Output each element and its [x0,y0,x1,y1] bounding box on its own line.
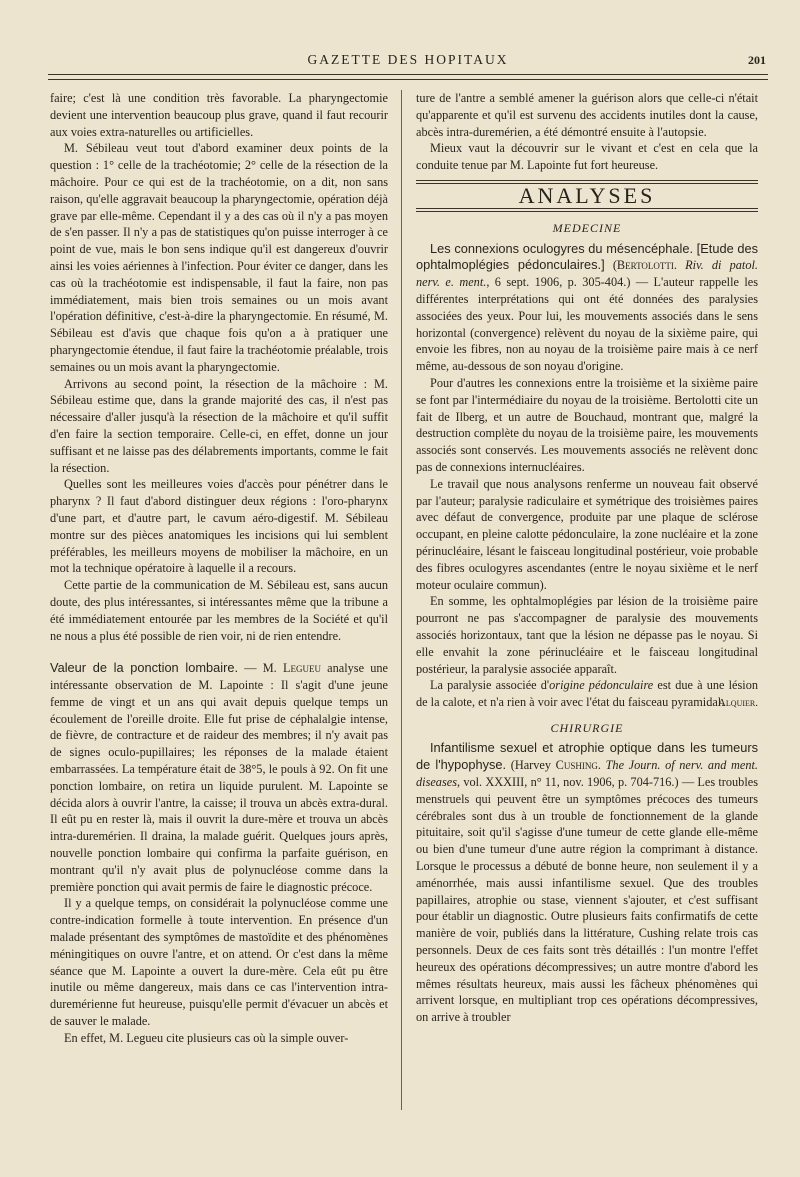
reference: , 6 sept. 1906, p. 305-404.) — [486,275,654,290]
paragraph: En somme, les ophtalmoplégies par lésion de la troisième paire pourront ne pas s'accompagner de paralysie des mouvements associés horizontaux, tant que la lésion ne dépasse pas le noyau. Si elle envahit la zone périnucléaire et le faisceau longitudinal postérieur, la paralysie associée apparaît. [416,594,758,676]
analysis-entry: Les connexions oculogyres du mésencéphale. [Etude des ophtalmoplégies pédonculaires.] (Bertolotti. Riv. di patol. nerv. e. ment., 6 sept. 1906, p. 305-404.) — L'auteur rappelle les différentes interprétations qui ont été données des paralysies associées des yeux. Pour lui, les mouvements associés dans le sens horizontal (convergence) relèvent du noyau de la sixième paire, qui envoie les fibres, non au noyau de la troisième paire mais à ce nerf même, au-dessous de son noyau d'origine. [416,240,759,374]
section-paragraph [50,660,388,895]
paragraph: M. Sébileau veut tout d'abord examiner deux points de la question : 1° celle de la trachéotomie; 2° celle de la résection de la mâchoire. Pour ce qui est de la trachéotomie, on a dit, non sans raison, qu'elle aggravait beaucoup la pharyngectomie, opération déjà grave par elle-même. Cependant il y a des cas où il n'y a pas moyen de s'en passer. Il n'y a pas de statistiques qu'on puisse interroger à ce point de vue, mais le bon sens indique qu'il est dangereux d'ouvrir ainsi les voies aériennes à l'infection. Pour éviter ce danger, dans les cas où la trachéotomie est indispensable, il faut la faire, non pas immédiatement, mais bien trois semaines ou un mois avant l'opération définitive, c'est-à-dire la pharyngectomie. En résumé, M. Sébileau est d'avis que chaque fois qu'on a à pratiquer une pharyngectomie étendue, il faut faire la trachéotomie préalable, trois semaines ou un mois avant la pharyngectomie. [50,141,388,374]
text-run: La paralysie associée d' [430,678,550,693]
italic-run: origine pédonculaire [549,678,654,693]
journal-title: GAZETTE DES HOPITAUX [307,52,509,67]
text-run: est due à une lésion de la calote, et n'a rien à voir avec l'état du faisceau pyramidal. [416,678,758,710]
analyses-banner [416,180,758,212]
header-double-rule [48,74,768,80]
paragraph: En effet, M. Legueu cite plusieurs cas où la simple ouver- [64,1030,349,1045]
author-name: Bertolotti [616,258,674,273]
paragraph [416,677,758,711]
reference: , vol. XXXIII, n° 11, nov. 1906, p. 704-716.) — [457,775,698,790]
journal-name: The Journ. of nerv. and ment. diseases [416,758,758,790]
paragraph: faire; c'est là une condition très favorable. La pharyngectomie devient une intervention beaucoup plus grave, quand il faut recourir aux voies extra-naturelles ou artificielles. [50,91,388,139]
paragraph: ture de l'antre a semblé amener la guérison alors que celle-ci n'était qu'apparente et qu'il est survenu des accidents inutiles dont la cause, abcès intra-duremérien, a été démontré ensuite à l'autopsie. [416,91,758,139]
section-medecine: MEDECINE [552,220,622,235]
paragraph: Il y a quelque temps, on considérait la polynucléose comme une contre-indication formelle à toute intervention. En présence d'un malade présentant des symptômes de mastoïdite et des phénomènes méningitiques on ouvre l'antre, et on attend. Or c'est dans la même séance que M. Lapointe a ouvert la dure-mère. Cela eût pu être inutile ou même dangereux, mais dans ce cas l'intervention intra-duremérienne fut heureuse, puisqu'elle permit d'évacuer un abcès et de sauver le malade. [50,896,388,1029]
column-divider [401,90,402,1110]
analysis-heading: Les connexions oculogyres du mésencéphale. [Etude des ophtalmoplégies pédonculaires.] [416,240,758,273]
right-column [416,90,758,1026]
author-name: Legueu [282,661,321,676]
section-chirurgie: CHIRURGIE [550,720,624,735]
paragraph: Cette partie de la communication de M. Sébileau est, sans aucun doute, des plus intéressantes, si intéressantes même que la tribune a été immédiatement entourée par les membres de la Société et qu'il ne nous a plus été possible de rien voir, ni de rien entendre. [50,578,388,643]
page-number: 201 [748,53,766,67]
analysis-entry: Infantilisme sexuel et atrophie optique dans les tumeurs de l'hypophyse. (Harvey Cushing. The Journ. of nerv. and ment. diseases, vol. XXXIII, n° 11, nov. 1906, p. 704-716.) — Les troubles menstruels qui peuvent être un symptômes précoces des tumeurs cérébrales sont dus à un trouble de fonctionnement de la glande pituitaire, soit qu'il s'agisse d'une tumeur de cette glande elle-même ou bien d'une tumeur d'une autre région la comprimant à distance. Lorsque le processus a débuté de bonne heure, non seulement il y a aménorrhée, mais aussi infantilisme sexuel. Que des troubles papillaires, atrophie ou stase, viennent s'ajouter, et c'est suffisant pour établir un diagnostic. Outre plusieurs faits confirmatifs de cette manière de voir, publiés dans la littérature, Cushing relate trois cas personnels. Deux de ces faits sont très détaillés : l'un montre l'effet heureux des opérations décompressives; un autre montre d'abord les mêmes résultats heureux, mais aussi les fâcheux phénomènes qui arrivent lorsque, en multipliant trop ces opérations décompressives, on arrive à troubler [416,740,758,1025]
section-text: analyse une intéressante observation de M. Lapointe : Il s'agit d'une jeune femme de vingt et un ans qui avait depuis quelque temps un écoulement de l'oreille droite. Elle fut prise de céphalalgie intense, de fièvre, de contracture et de raideur des membres; il n'y avait pas de signes oculo-pupillaires; les réponses de la malade étaient embarrassées. La température était de 38°5, le pouls à 92. On fit une ponction lombaire, on retira un liquide purulent. M. Lapointe se décida alors à ouvrir l'antre, la caisse; il trouva un abcès extra-dural. Il eût pu en rester là, mais il ouvrit la dure-mère et trouva un abcès intra-duremérien. Il draina, la malade guérit. Quelques jours après, nouvelle ponction lombaire qui confirma la parfaite guérison, en montrant qu'il n'y avait plus de polynucléose comme dans la première ponction qui avait permis de faire le diagnostic précoce. [50,661,388,894]
section-heading: Valeur de la ponction lombaire. [50,660,238,676]
analysis-text: L'auteur rappelle les différentes interprétations qui ont été données des paralysies associées des yeux. Pour lui, les mouvements associés dans le sens horizontal (convergence) relèvent du noyau de la sixième paire, qui envoie les fibres, non au noyau de la troisième paire mais à ce nerf même, au-dessous de son noyau d'origine. [416,275,759,374]
paragraph: Arrivons au second point, la résection de la mâchoire : M. Sébileau estime que, dans la grande majorité des cas, il n'est pas nécessaire d'aller jusqu'à la résection de la mâchoire et qu'il suffit d'en faire la section temporaire. Celle-ci, en effet, donne un jour suffisant et ne laisse pas des délabrements importants, comme le fait la résection. [50,376,388,475]
paragraph: Quelles sont les meilleures voies d'accès pour pénétrer dans le pharynx ? Il faut d'abord distinguer deux régions : l'oro-pharynx d'une part, et d'autre part, le cavum aéro-digestif. M. Sébileau montre sur des pièces anatomiques les incisions qui lui semblent préférables, les meilleurs moyens de mobiliser la mâchoire, en un mot la technique opératoire à laquelle il a recours. [50,477,388,576]
signature: Alquier. [717,696,758,709]
dash: — M. [238,661,283,676]
analysis-heading: Infantilisme sexuel et atrophie optique dans les tumeurs de l'hypophyse. [416,740,758,773]
analyses-title: ANALYSES [416,183,758,209]
page-header [48,50,768,72]
spacer [50,644,388,660]
paragraph: Mieux vaut la découvrir sur le vivant et c'est en cela que la conduite tenue par M. Lapointe fut fort heureuse. [416,141,758,173]
paragraph: Pour d'autres les connexions entre la troisième et la sixième paire se font par l'intermédiaire du noyau de la troisième. Bertolotti cite un fait de Ilberg, et un autre de Bouchaud, montrant que, malgré la destruction complète du noyau de la troisième paire, les mouvements associés sont conservés. Les mouvements associés ne relèvent donc pas de connexions internucléaires. [416,375,758,474]
left-column [50,90,388,1047]
paragraph: Le travail que nous analysons renferme un nouveau fait observé par l'auteur; paralysie radiculaire et symétrique des troisièmes paires avec défaut de convergence, produite par une plaque de sclérose occupant, en pleine calotte pédonculaire, la zone nucléaire et la zone périnucléaire, lésant le faisceau longitudinal postérieur, voie probable des fibres oculogyres ascendantes (entre le noyau sixième et le nerf moteur oculaire commun). [416,476,758,592]
author-name: Cushing [555,758,598,773]
journal-name: Riv. di patol. nerv. e. ment. [416,258,758,290]
analysis-text: Les troubles menstruels qui peuvent être un symptômes précoces des tumeurs cérébrales sont dus à un trouble de fonctionnement de la glande pituitaire, soit qu'il s'agisse d'une tumeur de cette glande elle-même ou bien d'une tumeur d'une autre région la comprimant à distance. Lorsque le processus a débuté de bonne heure, non seulement il y a aménorrhée, mais aussi infantilisme sexuel. Que des troubles papillaires, atrophie ou stase, viennent s'ajouter, et c'est suffisant pour établir un diagnostic. Outre plusieurs faits confirmatifs de cette manière de voir, publiés dans la littérature, Cushing relate trois cas personnels. Deux de ces faits sont très détaillés : l'un montre l'effet heureux des opérations décompressives; un autre montre d'abord les mêmes résultats heureux, mais aussi les fâcheux phénomènes qui arrivent lorsque, en multipliant trop ces opérations décompressives, on arrive à troubler [416,775,758,1025]
